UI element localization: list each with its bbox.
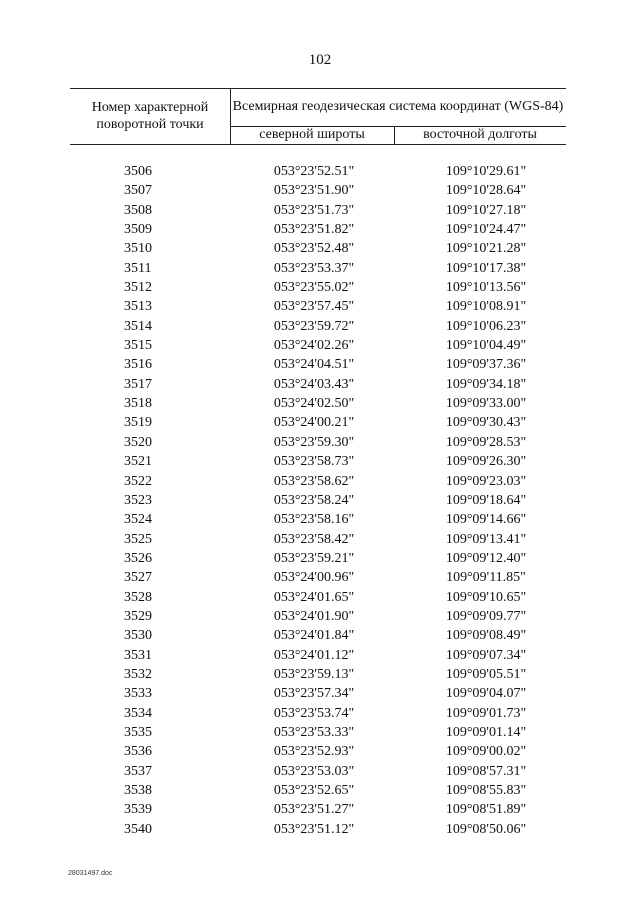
point-number-cell: 3539 <box>124 802 152 818</box>
longitude-cell: 109°10'27.18" <box>445 202 527 218</box>
latitude-cell: 053°23'59.72" <box>273 318 355 334</box>
point-number-cell: 3536 <box>124 744 152 760</box>
longitude-cell: 109°08'55.83" <box>445 783 527 798</box>
point-number-cell: 3517 <box>124 376 152 392</box>
page-number: 102 <box>308 52 332 68</box>
table-row <box>0 239 640 258</box>
header-point-number: Номер характерной поворотной точки <box>91 100 209 132</box>
point-number-cell: 3524 <box>124 512 152 528</box>
table-row <box>0 201 640 220</box>
longitude-cell: 109°09'08.49" <box>445 628 527 644</box>
longitude-cell: 109°09'09.77" <box>445 608 527 624</box>
table-row <box>0 181 640 200</box>
latitude-cell: 053°23'57.34" <box>273 686 355 702</box>
latitude-cell: 053°23'59.21" <box>273 550 355 566</box>
table-row <box>0 549 640 568</box>
longitude-cell: 109°09'30.43" <box>445 415 527 431</box>
point-number-cell: 3525 <box>124 531 152 547</box>
coordinates-table-body <box>0 162 640 839</box>
table-row <box>0 820 640 839</box>
latitude-cell: 053°24'02.26" <box>273 338 355 354</box>
table-row <box>0 665 640 684</box>
longitude-cell: 109°09'10.65" <box>445 589 527 605</box>
latitude-cell: 053°24'01.90" <box>273 608 355 624</box>
point-number-cell: 3532 <box>124 666 152 682</box>
table-row <box>0 800 640 819</box>
header-longitude: восточной долготы <box>423 127 537 142</box>
point-number-cell: 3523 <box>124 492 152 508</box>
point-number-cell: 3533 <box>124 686 152 702</box>
point-number-cell: 3527 <box>124 570 152 586</box>
latitude-cell: 053°23'52.48" <box>273 241 355 257</box>
point-number-cell: 3518 <box>124 396 152 412</box>
table-row <box>0 162 640 181</box>
longitude-cell: 109°09'01.73" <box>445 705 527 721</box>
point-number-cell: 3520 <box>124 434 152 450</box>
longitude-cell: 109°10'13.56" <box>445 280 527 296</box>
table-row <box>0 588 640 607</box>
point-number-cell: 3534 <box>124 705 152 721</box>
point-number-cell: 3535 <box>124 724 152 740</box>
latitude-cell: 053°23'58.73" <box>273 454 355 470</box>
point-number-cell: 3514 <box>124 318 152 334</box>
point-number-cell: 3531 <box>124 647 152 663</box>
point-number-cell: 3515 <box>124 338 152 354</box>
longitude-cell: 109°10'17.38" <box>445 260 527 276</box>
table-row <box>0 220 640 239</box>
latitude-cell: 053°23'52.65" <box>273 783 355 798</box>
latitude-cell: 053°23'55.02" <box>273 280 355 296</box>
longitude-cell: 109°09'37.36" <box>445 357 527 373</box>
longitude-cell: 109°10'04.49" <box>445 338 527 354</box>
point-number-cell: 3528 <box>124 589 152 605</box>
table-row <box>0 278 640 297</box>
longitude-cell: 109°09'28.53" <box>445 434 527 450</box>
longitude-cell: 109°09'14.66" <box>445 512 527 528</box>
header-coordinate-system: Всемирная геодезическая система координат (WGS-84) <box>232 99 564 114</box>
table-header <box>70 88 566 144</box>
latitude-cell: 053°24'00.96" <box>273 570 355 586</box>
latitude-cell: 053°23'51.90" <box>273 183 355 199</box>
latitude-cell: 053°23'51.73" <box>273 202 355 218</box>
table-row <box>0 317 640 336</box>
longitude-cell: 109°09'01.14" <box>445 724 527 740</box>
latitude-cell: 053°23'59.13" <box>273 666 355 682</box>
latitude-cell: 053°23'57.45" <box>273 299 355 315</box>
point-number-cell: 3516 <box>124 357 152 373</box>
table-row <box>0 375 640 394</box>
latitude-cell: 053°23'53.33" <box>273 724 355 740</box>
latitude-cell: 053°23'51.12" <box>273 821 355 837</box>
longitude-cell: 109°10'06.23" <box>445 318 527 334</box>
table-row <box>0 336 640 355</box>
table-row <box>0 626 640 645</box>
longitude-cell: 109°08'57.31" <box>445 763 527 779</box>
longitude-cell: 109°10'28.64" <box>445 183 527 199</box>
point-number-cell: 3522 <box>124 473 152 489</box>
longitude-cell: 109°09'07.34" <box>445 647 527 663</box>
longitude-cell: 109°09'04.07" <box>445 686 527 702</box>
point-number-cell: 3512 <box>124 280 152 296</box>
longitude-cell: 109°09'18.64" <box>445 492 527 508</box>
longitude-cell: 109°10'29.61" <box>445 164 527 179</box>
latitude-cell: 053°24'03.43" <box>273 376 355 392</box>
latitude-cell: 053°24'01.65" <box>273 589 355 605</box>
latitude-cell: 053°23'52.51" <box>273 164 355 179</box>
latitude-cell: 053°23'53.74" <box>273 705 355 721</box>
latitude-cell: 053°24'02.50" <box>273 396 355 412</box>
latitude-cell: 053°24'00.21" <box>273 415 355 431</box>
point-number-cell: 3540 <box>124 821 152 837</box>
longitude-cell: 109°08'51.89" <box>445 802 527 818</box>
latitude-cell: 053°23'58.16" <box>273 512 355 528</box>
longitude-cell: 109°09'26.30" <box>445 454 527 470</box>
table-row <box>0 297 640 316</box>
point-number-cell: 3537 <box>124 763 152 779</box>
header-latitude: северной широты <box>259 127 365 142</box>
point-number-cell: 3509 <box>124 222 152 238</box>
point-number-cell: 3530 <box>124 628 152 644</box>
table-row <box>0 684 640 703</box>
table-row <box>0 259 640 278</box>
point-number-cell: 3519 <box>124 415 152 431</box>
table-row <box>0 704 640 723</box>
latitude-cell: 053°23'58.62" <box>273 473 355 489</box>
longitude-cell: 109°09'05.51" <box>445 666 527 682</box>
table-row <box>0 646 640 665</box>
longitude-cell: 109°09'13.41" <box>445 531 527 547</box>
longitude-cell: 109°10'08.91" <box>445 299 527 315</box>
latitude-cell: 053°23'59.30" <box>273 434 355 450</box>
point-number-cell: 3513 <box>124 299 152 315</box>
file-name-footer: 28031497.doc <box>68 870 113 877</box>
longitude-cell: 109°09'00.02" <box>445 744 527 760</box>
point-number-cell: 3507 <box>124 183 152 199</box>
table-row <box>0 762 640 781</box>
latitude-cell: 053°23'58.24" <box>273 492 355 508</box>
point-number-cell: 3521 <box>124 454 152 470</box>
latitude-cell: 053°23'51.27" <box>273 802 355 818</box>
latitude-cell: 053°23'53.03" <box>273 763 355 779</box>
table-row <box>0 491 640 510</box>
longitude-cell: 109°09'23.03" <box>445 473 527 489</box>
latitude-cell: 053°23'53.37" <box>273 260 355 276</box>
longitude-cell: 109°09'12.40" <box>445 550 527 566</box>
longitude-cell: 109°09'11.85" <box>446 570 526 586</box>
point-number-cell: 3526 <box>124 550 152 566</box>
longitude-cell: 109°08'50.06" <box>445 821 527 837</box>
point-number-cell: 3529 <box>124 608 152 624</box>
header-bottom-border <box>70 144 566 145</box>
point-number-cell: 3510 <box>124 241 152 257</box>
longitude-cell: 109°10'24.47" <box>445 222 527 238</box>
table-row <box>0 723 640 742</box>
table-row <box>0 472 640 491</box>
longitude-cell: 109°09'33.00" <box>445 396 527 412</box>
table-row <box>0 433 640 452</box>
table-row <box>0 394 640 413</box>
latitude-cell: 053°23'52.93" <box>273 744 355 760</box>
table-row <box>0 742 640 761</box>
table-row <box>0 355 640 374</box>
latitude-cell: 053°23'51.82" <box>273 222 355 238</box>
point-number-cell: 3511 <box>124 260 152 276</box>
longitude-cell: 109°10'21.28" <box>445 241 527 257</box>
point-number-cell: 3506 <box>124 164 152 179</box>
table-row <box>0 510 640 529</box>
point-number-cell: 3508 <box>124 202 152 218</box>
table-row <box>0 530 640 549</box>
latitude-cell: 053°24'01.12" <box>273 647 355 663</box>
table-row <box>0 568 640 587</box>
point-number-cell: 3538 <box>124 783 152 798</box>
table-row <box>0 607 640 626</box>
latitude-cell: 053°24'01.84" <box>273 628 355 644</box>
latitude-cell: 053°23'58.42" <box>273 531 355 547</box>
latitude-cell: 053°24'04.51" <box>273 357 355 373</box>
table-row <box>0 452 640 471</box>
longitude-cell: 109°09'34.18" <box>445 376 527 392</box>
table-row <box>0 413 640 432</box>
table-row <box>0 781 640 800</box>
